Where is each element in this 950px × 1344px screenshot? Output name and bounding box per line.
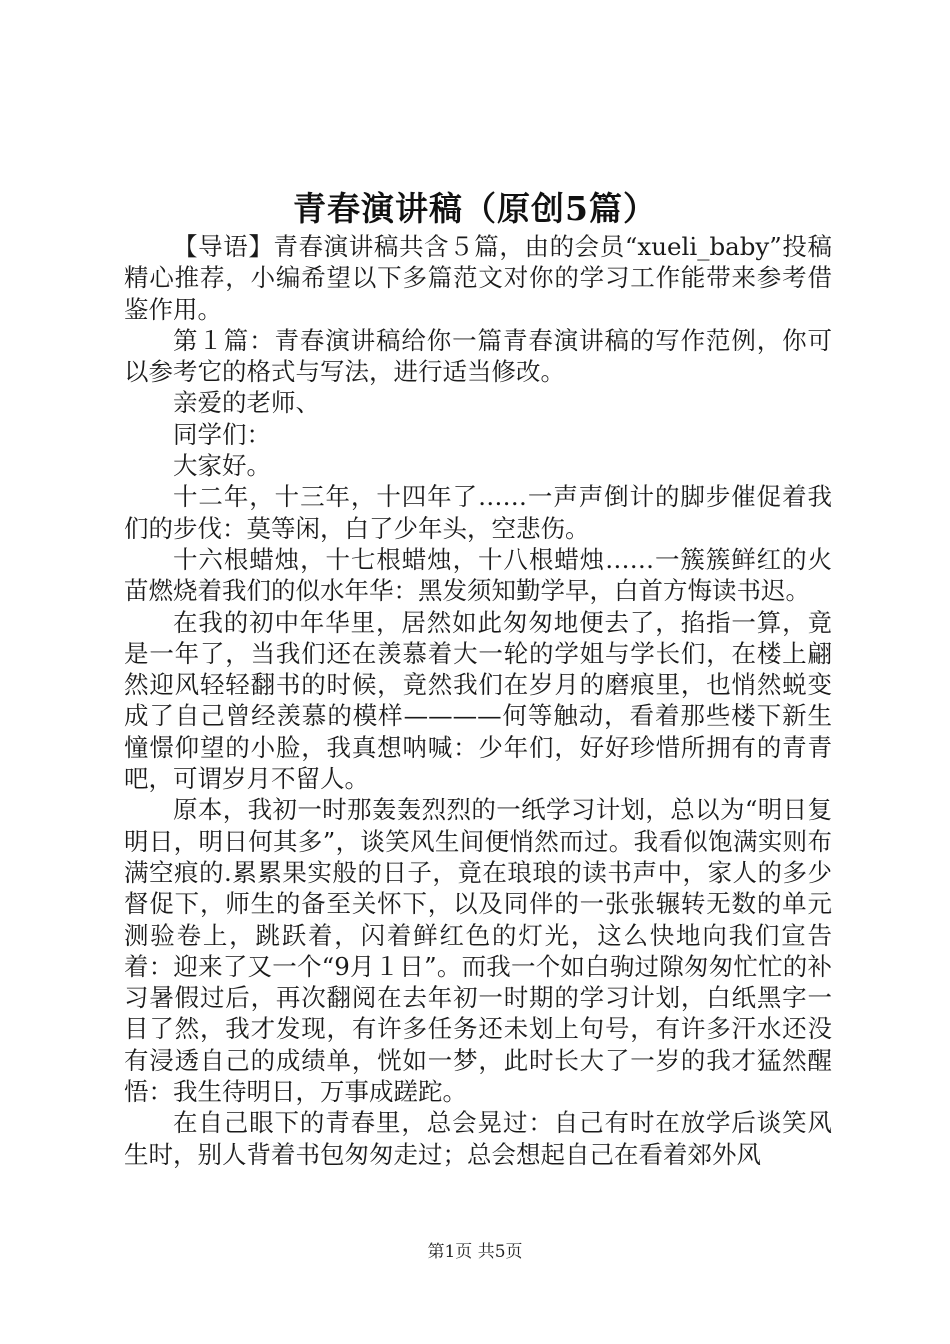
page-footer: 第1页 共5页: [427, 1242, 523, 1262]
paragraph-chapter-1: 第１篇：青春演讲稿给你一篇青春演讲稿的写作范例，你可以参考它的格式与写法，进行适当修改。: [124, 325, 832, 387]
paragraph-intro: 【导语】青春演讲稿共含５篇，由的会员“xueli_baby”投稿精心推荐，小编希望以下多篇范文对你的学习工作能带来参考借鉴作用。: [124, 232, 832, 324]
paragraph-salutation-students: 同学们：: [173, 419, 271, 449]
paragraph-countdown: 十二年，十三年，十四年了……一声声倒计的脚步催促着我们的步伐：莫等闲，白了少年头，空悲伤。: [124, 482, 832, 543]
document-title: 青春演讲稿（原创5篇）: [293, 189, 657, 228]
paragraph-youth: 在自己眼下的青春里，总会晃过：自己有时在放学后谈笑风生时，别人背着书包匆匆走过；总会想起自己在看着郊外风: [124, 1108, 832, 1169]
paragraph-candles: 十六根蜡烛，十七根蜡烛，十八根蜡烛……一簇簇鲜红的火苗燃烧着我们的似水年华：黑发须知勤学早，白首方悔读书迟。: [124, 544, 832, 606]
paragraph-greeting: 大家好。: [173, 451, 271, 481]
document-body: [124, 231, 832, 1170]
paragraph-study-plan: 原本，我初一时那轰轰烈烈的一纸学习计划，总以为“明日复明日，明日何其多”，谈笑风生间便悄然而过。我看似饱满实则布满空痕的.累累果实般的日子，竟在琅琅的读书声中，家人的多少督促下，师生的备至关怀下，以及同伴的一张张辗转无数的单元测验卷上，跳跃着，闪着鲜红色的灯光，这么快地向我们宣告着：迎来了又一个“9月１日”。而我一个如白驹过隙匆匆忙忙的补习暑假过后，再次翻阅在去年初一时期的学习计划，白纸黑字一目了然，我才发现，有许多任务还未划上句号，有许多汗水还没有浸透自己的成绩单，恍如一梦，此时长大了一岁的我才猛然醒悟：我生待明日，万事成蹉跎。: [124, 795, 832, 1107]
paragraph-salutation-teachers: 亲爱的老师、: [173, 388, 320, 418]
paragraph-junior-years: 在我的初中年华里，居然如此匆匆地便去了，掐指一算，竟是一年了，当我们还在羡慕着大一轮的学姐与学长们，在楼上翩然迎风轻轻翻书的时候，竟然我们在岁月的磨痕里，也悄然蜕变成了自己曾经羡慕的模样————何等触动，看着那些楼下新生憧憬仰望的小脸，我真想呐喊：少年们，好好珍惜所拥有的青青吧，可谓岁月不留人。: [124, 607, 832, 794]
